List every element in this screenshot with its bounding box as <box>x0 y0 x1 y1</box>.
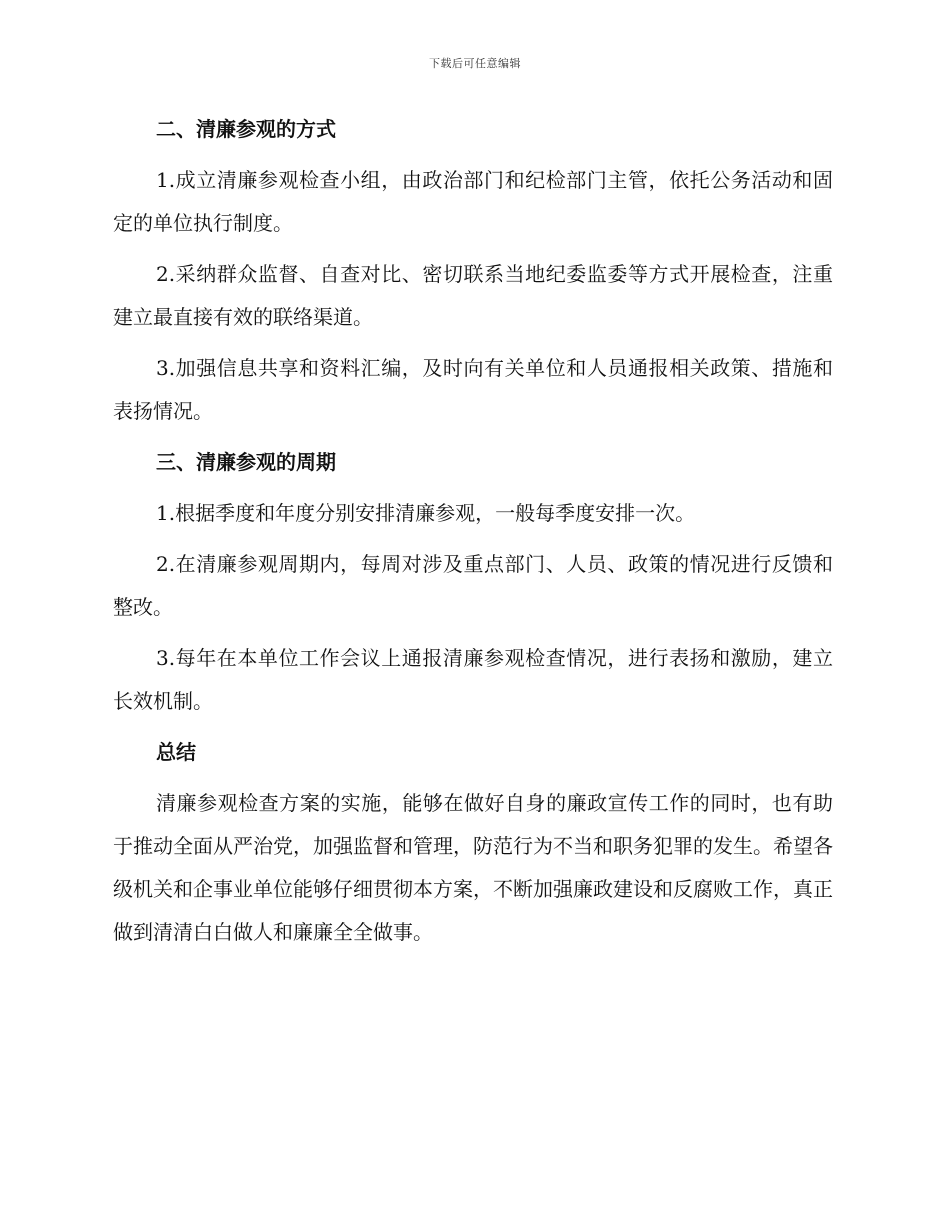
paragraph: 清廉参观检查方案的实施，能够在做好自身的廉政宣传工作的同时，也有助于推动全面从严治党，加强监督和管理，防范行为不当和职务犯罪的发生。希望各级机关和企事业单位能够仔细贯彻本方案，不断加强廉政建设和反腐败工作，真正做到清清白白做人和廉廉全全做事。 <box>113 791 833 944</box>
page-header-note: 下载后可任意编辑 <box>429 57 521 70</box>
paragraph: 2.在清廉参观周期内，每周对涉及重点部门、人员、政策的情况进行反馈和整改。 <box>113 552 833 619</box>
paragraph: 3.每年在本单位工作会议上通报清廉参观检查情况，进行表扬和激励，建立长效机制。 <box>113 646 833 713</box>
paragraph: 1.根据季度和年度分别安排清廉参观，一般每季度安排一次。 <box>156 501 696 525</box>
section-heading-methods: 二、清廉参观的方式 <box>156 117 336 141</box>
section-heading-summary: 总结 <box>156 740 196 764</box>
paragraph: 1.成立清廉参观检查小组，由政治部门和纪检部门主管，依托公务活动和固定的单位执行制度。 <box>113 168 833 235</box>
document-body <box>113 108 833 962</box>
paragraph: 2.采纳群众监督、自查对比、密切联系当地纪委监委等方式开展检查，注重建立最直接有效的联络渠道。 <box>113 262 833 329</box>
section-heading-cycle: 三、清廉参观的周期 <box>156 450 336 474</box>
paragraph: 3.加强信息共享和资料汇编，及时向有关单位和人员通报相关政策、措施和表扬情况。 <box>113 356 833 423</box>
